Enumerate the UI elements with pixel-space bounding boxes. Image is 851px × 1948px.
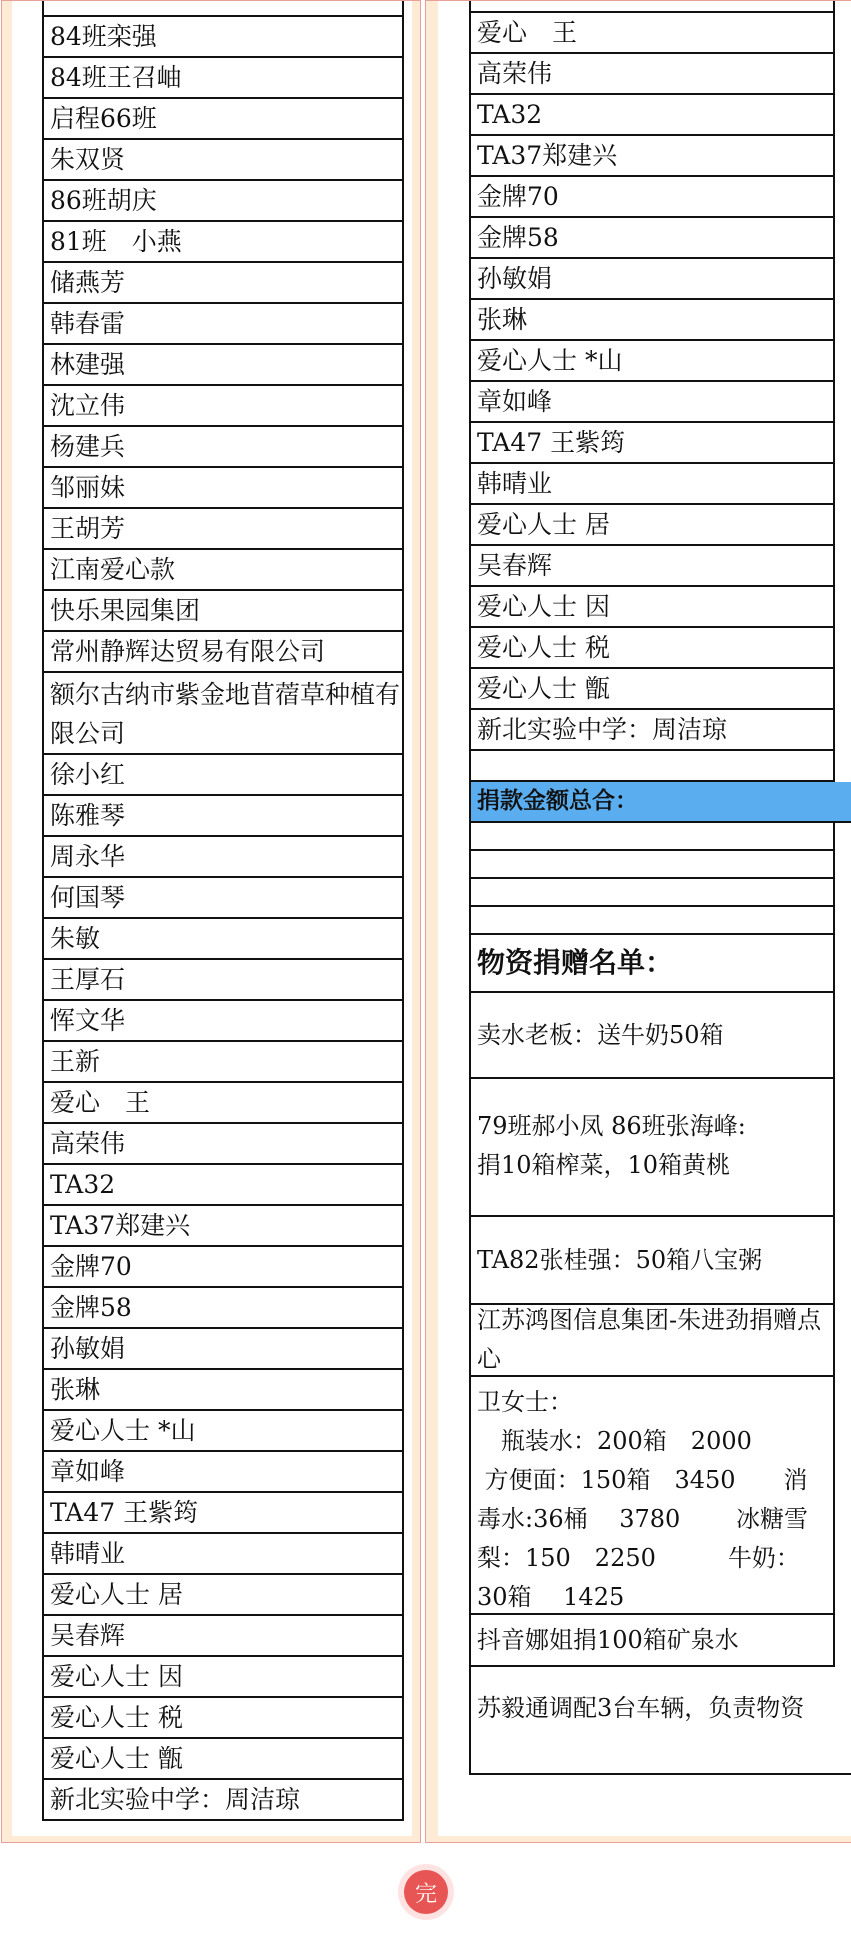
end-badge: [398, 1864, 454, 1920]
donor-row: 邹丽妹: [44, 468, 402, 509]
donor-row: 84班王召岫: [44, 58, 402, 99]
donor-row: 爱心 王: [471, 13, 835, 54]
donor-row: 84班栾强: [44, 17, 402, 58]
donor-row: 江南爱心款: [44, 550, 402, 591]
donor-row: TA47 王紫筠: [471, 423, 835, 464]
donor-row: 81班 小燕: [44, 222, 402, 263]
donor-row: 金牌58: [471, 218, 835, 259]
donor-row: 爱心人士 甑: [471, 669, 835, 710]
donation-total-label: 捐款金额总合：: [471, 782, 851, 823]
donor-row: 新北实验中学：周洁琼: [471, 710, 835, 751]
donor-row: 王新: [44, 1042, 402, 1083]
supply-donation-row: 卫女士： 瓶装水：200箱 2000 方便面：150箱 3450 消毒水:36桶 3780 冰糖雪梨：150 2250 牛奶：30箱 1425: [471, 1377, 835, 1615]
donor-row: 吴春辉: [44, 1616, 402, 1657]
supply-donation-row: 抖音娜姐捐100箱矿泉水: [471, 1615, 835, 1667]
donor-row: 杨建兵: [44, 427, 402, 468]
table-top-gap: [471, 1, 835, 13]
donor-row: 张琳: [471, 300, 835, 341]
donor-row: 王胡芳: [44, 509, 402, 550]
donor-row: 爱心人士 因: [44, 1657, 402, 1698]
donor-row: 高荣伟: [44, 1124, 402, 1165]
empty-row: [471, 907, 835, 935]
donor-row: 爱心人士 居: [471, 505, 835, 546]
donor-row: 张琳: [44, 1370, 402, 1411]
donor-row: 常州静辉达贸易有限公司: [44, 632, 402, 673]
right-donor-table: [469, 1, 851, 1775]
donor-row: 86班胡庆: [44, 181, 402, 222]
right-sheet: [438, 1, 851, 1836]
right-panel: [425, 0, 851, 1843]
supply-donation-row: 苏毅通调配3台车辆，负责物资: [471, 1667, 851, 1775]
donor-row: 爱心人士 因: [471, 587, 835, 628]
donor-row: 爱心人士 居: [44, 1575, 402, 1616]
donor-row: TA47 王紫筠: [44, 1493, 402, 1534]
donor-row: 韩春雷: [44, 304, 402, 345]
donor-row: 朱敏: [44, 919, 402, 960]
donor-row: 快乐果园集团: [44, 591, 402, 632]
donor-row: 孙敏娟: [44, 1329, 402, 1370]
donor-row: 储燕芳: [44, 263, 402, 304]
donor-row: 启程66班: [44, 99, 402, 140]
end-badge-label: 完: [404, 1870, 448, 1914]
donor-row: 沈立伟: [44, 386, 402, 427]
empty-row: [471, 879, 835, 907]
donor-row: 新北实验中学：周洁琼: [44, 1780, 402, 1821]
supply-donation-row: 江苏鸿图信息集团-朱进劲捐赠点心: [471, 1305, 835, 1377]
donor-row: TA37郑建兴: [471, 136, 835, 177]
donor-row: 吴春辉: [471, 546, 835, 587]
donor-row: 周永华: [44, 837, 402, 878]
donor-row: 金牌70: [471, 177, 835, 218]
supply-donation-row: 卖水老板：送牛奶50箱: [471, 993, 835, 1079]
donor-row: 爱心人士 税: [471, 628, 835, 669]
donor-row: 爱心 王: [44, 1083, 402, 1124]
donor-row: 金牌70: [44, 1247, 402, 1288]
empty-row: [471, 851, 835, 879]
donor-row: 爱心人士 *山: [44, 1411, 402, 1452]
donor-row: 章如峰: [471, 382, 835, 423]
empty-row: [471, 751, 835, 782]
left-donor-table: [42, 1, 404, 1821]
donor-row: 徐小红: [44, 755, 402, 796]
donor-row: TA37郑建兴: [44, 1206, 402, 1247]
supply-donation-row: 79班郝小凤 86班张海峰: 捐10箱榨菜，10箱黄桃: [471, 1079, 835, 1217]
donor-row: 爱心人士 *山: [471, 341, 835, 382]
left-panel: [1, 0, 421, 1843]
donor-row: 陈雅琴: [44, 796, 402, 837]
supplies-heading: 物资捐赠名单：: [471, 935, 835, 993]
left-sheet: [12, 1, 412, 1836]
empty-row: [471, 823, 835, 851]
donor-row: 爱心人士 税: [44, 1698, 402, 1739]
supply-donation-row: TA82张桂强：50箱八宝粥: [471, 1217, 835, 1305]
donor-row: 朱双贤: [44, 140, 402, 181]
donor-row: 章如峰: [44, 1452, 402, 1493]
donor-row: 韩晴业: [471, 464, 835, 505]
donor-row: 何国琴: [44, 878, 402, 919]
donor-row: TA32: [471, 95, 835, 136]
donor-row: 韩晴业: [44, 1534, 402, 1575]
donor-row: 金牌58: [44, 1288, 402, 1329]
donor-row: 孙敏娟: [471, 259, 835, 300]
donor-row: TA32: [44, 1165, 402, 1206]
donor-row: 额尔古纳市紫金地苜蓿草种植有限公司: [44, 673, 402, 755]
donor-row: 林建强: [44, 345, 402, 386]
donor-row: 恽文华: [44, 1001, 402, 1042]
donor-row: 爱心人士 甑: [44, 1739, 402, 1780]
donor-row: 王厚石: [44, 960, 402, 1001]
donor-row: 高荣伟: [471, 54, 835, 95]
table-top-gap: [44, 1, 402, 17]
